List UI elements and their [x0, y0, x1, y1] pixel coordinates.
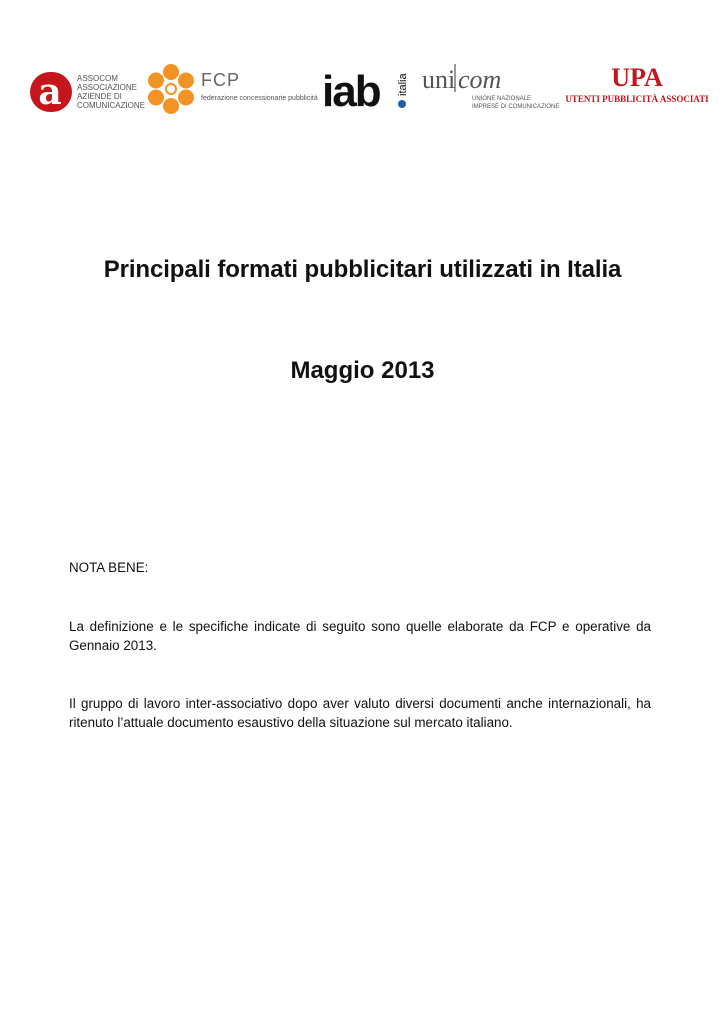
- iab-name: iab: [322, 67, 380, 116]
- unicom-name-part2: com: [458, 65, 502, 94]
- logo-bar: [0, 58, 725, 122]
- fcp-name: FCP: [201, 70, 240, 90]
- paragraph-working-group: Il gruppo di lavoro inter-associativo dopo aver valuto diversi documenti anche internazionali, ha ritenuto l’attuale documento esaustivo della situazione sul mercato italiano.: [69, 696, 651, 730]
- assocom-monogram: a: [38, 71, 62, 113]
- assocom-line-4: COMUNICAZIONE: [77, 101, 145, 110]
- nota-bene-label: NOTA BENE:: [69, 560, 149, 575]
- iab-vertical-label: italia: [397, 73, 409, 96]
- fcp-tagline: federazione concessionarie pubblicità: [201, 95, 318, 102]
- assocom-line-2: ASSOCIAZIONE: [77, 83, 138, 92]
- unicom-logo: [422, 62, 568, 114]
- fcp-flower-center: [167, 85, 175, 93]
- document-subtitle: Maggio 2013: [290, 357, 435, 384]
- iab-logo: [322, 60, 414, 114]
- assocom-line-3: AZIENDE DI: [77, 92, 122, 101]
- document-title: Principali formati pubblicitari utilizzati in Italia: [103, 256, 622, 283]
- fcp-logo: [146, 60, 318, 118]
- upa-name: UPA: [611, 63, 663, 92]
- iab-dot: [398, 100, 406, 108]
- unicom-name-part1: uni: [422, 65, 456, 94]
- upa-tagline: UTENTI PUBBLICITÀ ASSOCIATI: [565, 94, 709, 104]
- unicom-line-2: IMPRESE DI COMUNICAZIONE: [472, 104, 560, 110]
- assocom-logo: [30, 68, 145, 116]
- assocom-line-1: ASSOCOM: [77, 74, 118, 83]
- unicom-line-1: UNIONE NAZIONALE: [472, 96, 532, 102]
- paragraph-definition: La definizione e le specifiche indicate di seguito sono quelle elaborate da FCP e operative da Gennaio 2013.: [69, 619, 651, 653]
- upa-logo: [565, 62, 709, 112]
